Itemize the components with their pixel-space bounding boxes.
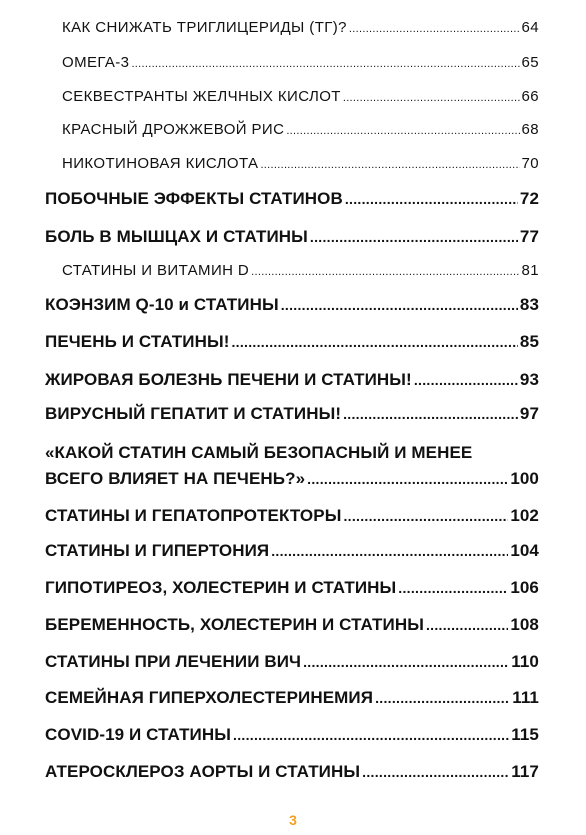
toc-entry-page: 68 xyxy=(521,121,539,138)
toc-leader-dots xyxy=(375,690,510,706)
toc-leader-dots xyxy=(231,334,517,350)
toc-entry-title: СТАТИНЫ И ВИТАМИН D xyxy=(62,262,250,279)
toc-entry-title: СТАТИНЫ И ГЕПАТОПРОТЕКТОРЫ xyxy=(45,506,342,525)
toc-leader-dots xyxy=(307,471,508,487)
toc-leader-dots xyxy=(271,543,508,559)
toc-entry-page: 81 xyxy=(521,262,539,279)
toc-entry[interactable] xyxy=(45,506,539,526)
toc-leader-dots xyxy=(343,406,518,422)
toc-entry[interactable] xyxy=(45,578,539,598)
toc-entry-title: СТАТИНЫ ПРИ ЛЕЧЕНИИ ВИЧ xyxy=(45,652,302,671)
toc-leader-dots xyxy=(131,58,519,70)
toc-entry-title: КАК СНИЖАТЬ ТРИГЛИЦЕРИДЫ (ТГ)? xyxy=(62,19,347,36)
toc-leader-dots xyxy=(414,372,518,388)
toc-entry-page: 83 xyxy=(519,295,539,314)
toc-entry-title: СТАТИНЫ И ГИПЕРТОНИЯ xyxy=(45,541,270,560)
toc-entry-page: 104 xyxy=(510,541,539,560)
toc-leader-dots xyxy=(251,266,519,278)
toc-leader-dots xyxy=(233,727,509,743)
toc-entry[interactable] xyxy=(45,189,539,209)
toc-entry-page: 110 xyxy=(511,652,539,671)
toc-entry-title: ГИПОТИРЕОЗ, ХОЛЕСТЕРИН И СТАТИНЫ xyxy=(45,578,397,597)
toc-entry[interactable] xyxy=(45,652,539,672)
toc-leader-dots xyxy=(303,654,509,670)
toc-entry[interactable] xyxy=(62,19,539,36)
toc-entry-title: СЕМЕЙНАЯ ГИПЕРХОЛЕСТЕРИНЕМИЯ xyxy=(45,688,374,707)
toc-entry-page: 97 xyxy=(519,404,539,423)
toc-entry-page: 102 xyxy=(510,506,539,525)
toc-entry-title: КРАСНЫЙ ДРОЖЖЕВОЙ РИС xyxy=(62,121,285,138)
toc-entry-page: 111 xyxy=(512,688,539,707)
toc-entry[interactable] xyxy=(45,332,539,352)
toc-entry-page: 70 xyxy=(521,155,539,172)
toc-leader-dots xyxy=(343,508,508,524)
toc-entry-title: АТЕРОСКЛЕРОЗ АОРТЫ И СТАТИНЫ xyxy=(45,762,361,781)
toc-entry-page: 93 xyxy=(519,370,539,389)
toc-entry[interactable] xyxy=(45,688,539,708)
toc-entry-page: 117 xyxy=(511,762,539,781)
toc-entry-second-line xyxy=(45,469,539,489)
toc-entry[interactable] xyxy=(45,541,539,561)
toc-leader-dots xyxy=(349,23,520,35)
toc-entry-title: ЖИРОВАЯ БОЛЕЗНЬ ПЕЧЕНИ И СТАТИНЫ! xyxy=(45,370,412,389)
toc-entry-page: 115 xyxy=(511,725,539,744)
toc-entry-page: 100 xyxy=(510,469,539,488)
toc-entry[interactable] xyxy=(62,155,539,172)
toc-entry-title: ВИРУСНЫЙ ГЕПАТИТ И СТАТИНЫ! xyxy=(45,404,342,423)
toc-entry-title: СЕКВЕСТРАНТЫ ЖЕЛЧНЫХ КИСЛОТ xyxy=(62,88,341,105)
toc-entry-two-line[interactable] xyxy=(45,443,539,489)
toc-entry[interactable] xyxy=(62,54,539,71)
toc-entry[interactable] xyxy=(45,404,539,424)
toc-leader-dots xyxy=(310,229,518,245)
toc-entry-title: БЕРЕМЕННОСТЬ, ХОЛЕСТЕРИН И СТАТИНЫ xyxy=(45,615,424,634)
toc-entry-title: ПОБОЧНЫЕ ЭФФЕКТЫ СТАТИНОВ xyxy=(45,189,343,208)
toc-entry-page: 85 xyxy=(519,332,539,351)
toc-entry-title: КОЭНЗИМ Q-10 и СТАТИНЫ xyxy=(45,295,279,314)
toc-entry[interactable] xyxy=(45,227,539,247)
toc-entry-title: БОЛЬ В МЫШЦАХ И СТАТИНЫ xyxy=(45,227,308,246)
toc-entry-title: COVID-19 И СТАТИНЫ xyxy=(45,725,231,744)
toc-entry[interactable] xyxy=(45,295,539,315)
toc-leader-dots xyxy=(286,125,519,137)
toc-entry-page: 64 xyxy=(521,19,539,36)
toc-entry-page: 65 xyxy=(521,54,539,71)
toc-entry-title-line2: ВСЕГО ВЛИЯЕТ НА ПЕЧЕНЬ?» xyxy=(45,469,306,488)
toc-entry-title: НИКОТИНОВАЯ КИСЛОТА xyxy=(62,155,259,172)
toc-entry[interactable] xyxy=(45,725,539,745)
toc-leader-dots xyxy=(343,92,520,104)
toc-leader-dots xyxy=(426,617,508,633)
toc-leader-dots xyxy=(345,191,518,207)
toc-entry[interactable] xyxy=(62,88,539,105)
toc-leader-dots xyxy=(362,764,509,780)
toc-entry-title: ПЕЧЕНЬ И СТАТИНЫ! xyxy=(45,332,230,351)
toc-entry-page: 72 xyxy=(519,189,539,208)
toc-entry[interactable] xyxy=(62,262,539,279)
toc-entry-page: 77 xyxy=(519,227,539,246)
toc-entry-page: 108 xyxy=(510,615,539,634)
toc-leader-dots xyxy=(398,580,508,596)
toc-entry-page: 106 xyxy=(510,578,539,597)
toc-entry-title-line1: «КАКОЙ СТАТИН САМЫЙ БЕЗОПАСНЫЙ И МЕНЕЕ xyxy=(45,443,473,462)
toc-leader-dots xyxy=(260,159,519,171)
page-number: 3 xyxy=(289,812,297,828)
toc-leader-dots xyxy=(281,297,518,313)
toc-entry[interactable] xyxy=(45,370,539,390)
toc-entry[interactable] xyxy=(45,762,539,782)
toc-entry[interactable] xyxy=(45,615,539,635)
toc-entry[interactable] xyxy=(62,121,539,138)
toc-entry-title: ОМЕГА-3 xyxy=(62,54,130,71)
toc-entry-page: 66 xyxy=(521,88,539,105)
